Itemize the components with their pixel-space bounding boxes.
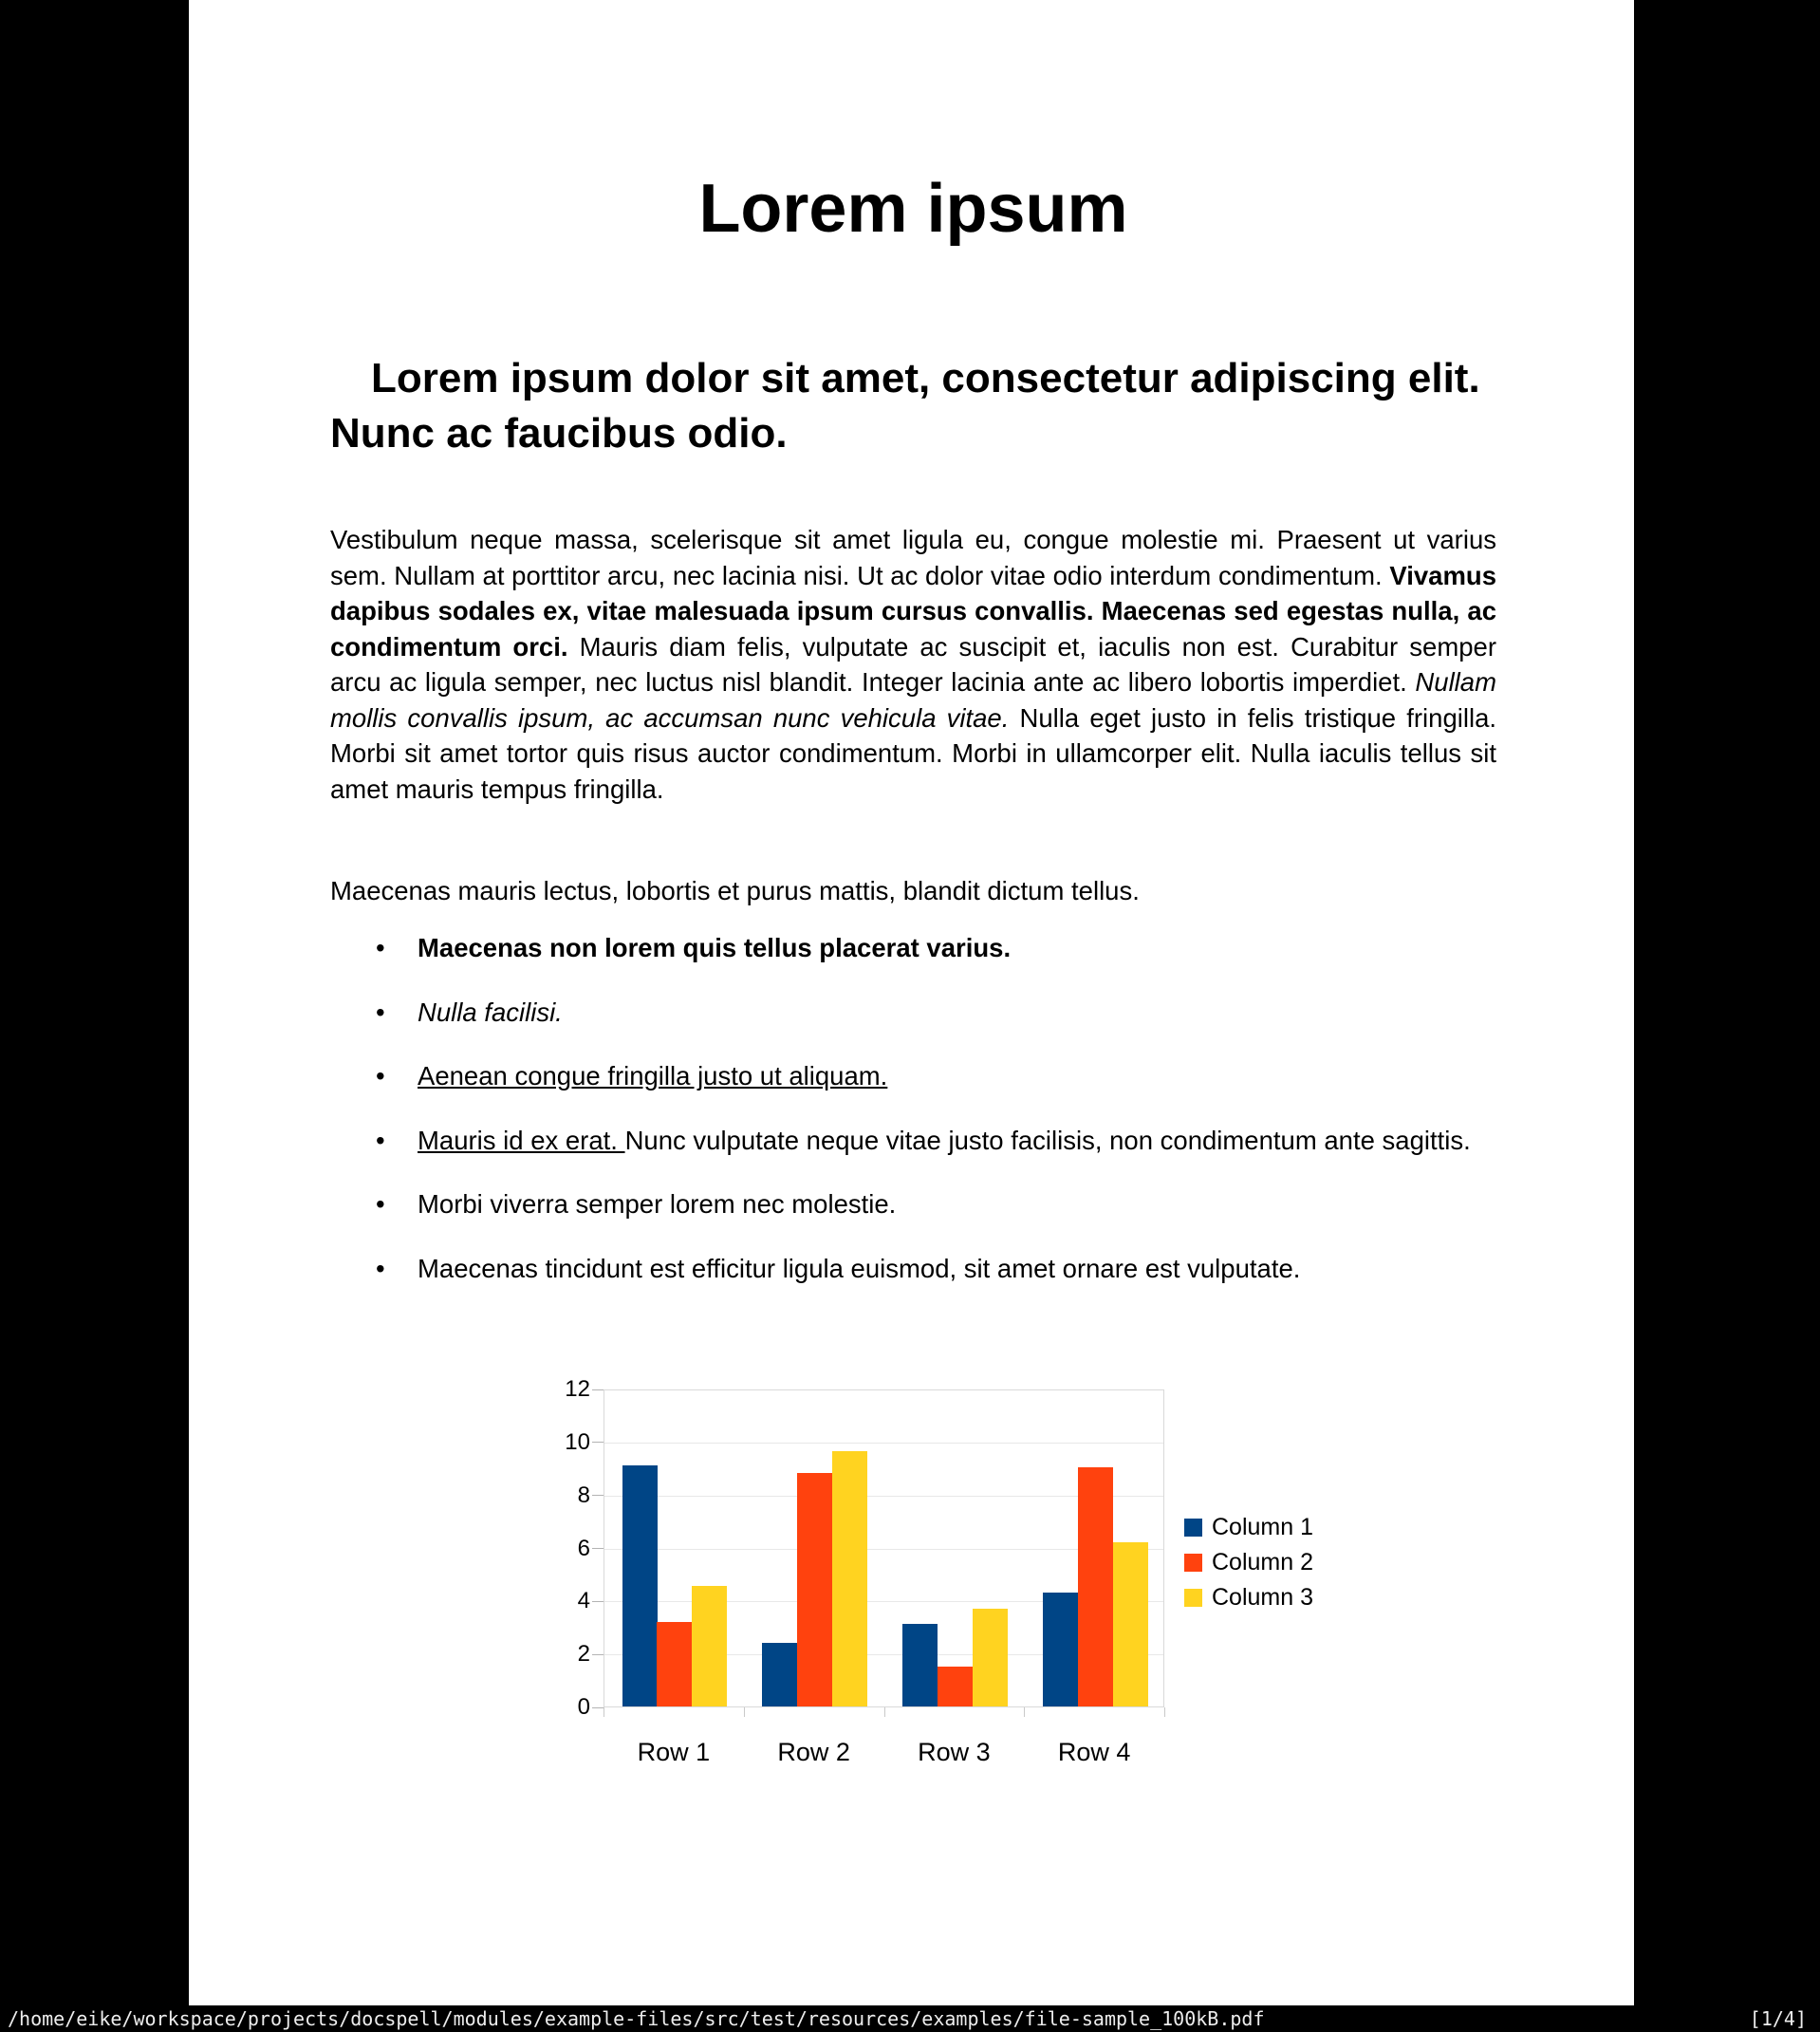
text-segment-underline: Mauris id ex erat. bbox=[418, 1125, 625, 1155]
chart-bar bbox=[973, 1609, 1008, 1706]
text-segment-italic: Nulla facilisi. bbox=[418, 997, 563, 1027]
chart-bar bbox=[622, 1465, 658, 1706]
chart-bar bbox=[1078, 1467, 1113, 1706]
text-segment-normal: Nulla eget justo in felis tristique fringilla. Morbi sit amet tortor quis risus auctor condimentum. Morbi in ullamcorper elit. Nulla iaculis tellus sit amet mauris tempus fringilla. bbox=[330, 702, 1497, 804]
statusbar bbox=[0, 2005, 1820, 2032]
legend-color-swatch bbox=[1184, 1589, 1202, 1607]
x-axis-tick-mark bbox=[1164, 1707, 1165, 1717]
y-axis-tick-label: 4 bbox=[577, 1588, 590, 1614]
legend-label: Column 3 bbox=[1212, 1584, 1313, 1611]
y-axis-tick-mark bbox=[592, 1707, 604, 1708]
chart-bar bbox=[692, 1586, 727, 1706]
list-item bbox=[330, 1251, 1496, 1287]
chart-bar bbox=[902, 1624, 938, 1706]
chart-plot-area bbox=[604, 1389, 1164, 1707]
chart-bar bbox=[1113, 1542, 1148, 1706]
chart-bar bbox=[1043, 1593, 1078, 1706]
list-item bbox=[330, 1186, 1496, 1222]
y-axis-tick-mark bbox=[592, 1548, 604, 1549]
statusbar-file-path: /home/eike/workspace/projects/docspell/modules/example-files/src/test/resources/examples/file-sample_100kB.pdf bbox=[8, 2007, 1265, 2030]
document-heading: Lorem ipsum dolor sit amet, consectetur adipiscing elit. Nunc ac faucibus odio. bbox=[330, 355, 1480, 457]
list-item bbox=[330, 995, 1496, 1031]
text-segment-normal: Morbi viverra semper lorem nec molestie. bbox=[418, 1189, 897, 1219]
y-axis-tick-label: 6 bbox=[577, 1535, 590, 1561]
chart-bar bbox=[762, 1643, 797, 1706]
y-axis-tick-mark bbox=[592, 1601, 604, 1602]
bar-chart bbox=[531, 1367, 1366, 1813]
y-axis-tick-label: 10 bbox=[565, 1428, 590, 1455]
x-axis-category-label: Row 3 bbox=[918, 1738, 991, 1766]
document-page[interactable] bbox=[189, 0, 1634, 2005]
y-axis-tick-mark bbox=[592, 1654, 604, 1655]
y-axis-tick-mark bbox=[592, 1442, 604, 1443]
chart-bar bbox=[657, 1622, 692, 1706]
y-axis-tick-mark bbox=[592, 1495, 604, 1496]
text-segment-normal: Mauris diam felis, vulputate ac suscipit et, iaculis non est. Curabitur semper arcu ac ligula semper, nec luctus nisl blandit. Integer lacinia ante ac libero lobortis imperdiet. bbox=[330, 631, 1496, 697]
text-segment-normal: Vestibulum neque massa, scelerisque sit amet ligula eu, congue molestie mi. Praesent ut varius sem. Nullam at porttitor arcu, nec lacinia nisi. Ut ac dolor vitae odio interdum condimentum. bbox=[330, 525, 1496, 590]
y-axis-tick-label: 8 bbox=[577, 1482, 590, 1508]
text-segment-bold: Vivamus dapibus sodales ex, vitae malesuada ipsum cursus convallis. Maecenas sed egestas nulla, ac condimentum orci. bbox=[330, 560, 1496, 662]
x-axis-tick-mark bbox=[884, 1707, 885, 1717]
y-axis-tick-label: 0 bbox=[577, 1694, 590, 1720]
list-item bbox=[330, 1058, 1496, 1094]
text-segment-normal: Nunc vulputate neque vitae justo facilisis, non condimentum ante sagittis. bbox=[624, 1125, 1471, 1155]
document-title: Lorem ipsum bbox=[698, 171, 1128, 247]
text-segment-normal: Maecenas tincidunt est efficitur ligula euismod, sit amet ornare est vulputate. bbox=[418, 1253, 1301, 1283]
x-axis-category-label: Row 2 bbox=[777, 1738, 850, 1766]
chart-bar bbox=[938, 1667, 973, 1706]
grid-line bbox=[604, 1443, 1163, 1444]
y-axis-tick-label: 2 bbox=[577, 1641, 590, 1668]
text-segment-italic: Nullam mollis convallis ipsum, ac accumsan nunc vehicula vitae. bbox=[330, 667, 1496, 733]
body-paragraph-2: Maecenas mauris lectus, lobortis et purus mattis, blandit dictum tellus. bbox=[330, 876, 1140, 905]
statusbar-page-indicator: [1/4] bbox=[1749, 2007, 1807, 2030]
x-axis-category-label: Row 4 bbox=[1057, 1738, 1131, 1766]
legend-label: Column 1 bbox=[1212, 1514, 1313, 1540]
x-axis-category-label: Row 1 bbox=[637, 1738, 711, 1766]
y-axis-tick-label: 12 bbox=[565, 1376, 590, 1402]
legend-color-swatch bbox=[1184, 1554, 1202, 1572]
text-segment-underline: Aenean congue fringilla justo ut aliquam. bbox=[418, 1061, 888, 1091]
x-axis-tick-mark bbox=[744, 1707, 745, 1717]
list-item bbox=[330, 930, 1496, 966]
chart-bar bbox=[797, 1473, 832, 1706]
text-segment-bold: Maecenas non lorem quis tellus placerat varius. bbox=[418, 933, 1012, 962]
x-axis-tick-mark bbox=[1024, 1707, 1025, 1717]
list-item bbox=[330, 1123, 1496, 1159]
y-axis-tick-mark bbox=[592, 1389, 604, 1390]
bullet-list bbox=[330, 930, 1496, 1314]
legend-label: Column 2 bbox=[1212, 1549, 1313, 1575]
legend-color-swatch bbox=[1184, 1519, 1202, 1537]
chart-bar bbox=[832, 1451, 867, 1706]
body-paragraph bbox=[330, 522, 1496, 807]
